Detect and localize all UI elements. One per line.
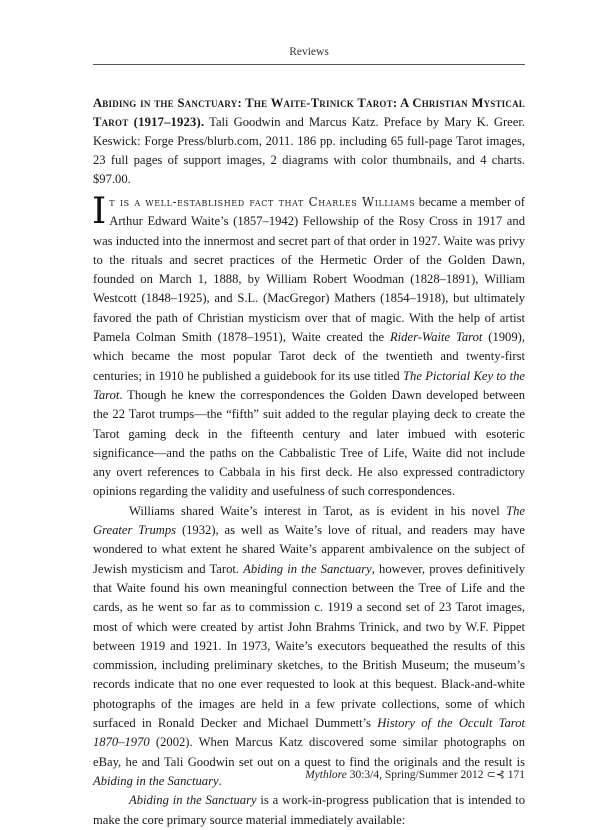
p2-italic-4: Abiding in the Sanctuary xyxy=(93,773,219,788)
p2-italic-3: History of the Occult Tarot 1870–1970 xyxy=(93,716,525,750)
p2-text-1: Williams shared Waite’s interest in Tarot, as is evident in his novel xyxy=(129,503,507,518)
running-head: Reviews xyxy=(289,46,329,58)
p2-text-5: . xyxy=(218,773,222,788)
p2-text-2: (1932), as well as Waite’s love of ritual, and readers may have wondered to what extent he shared Waite’s apparent ambivalence on the subject of Jewish mysticism and Tarot. xyxy=(93,523,525,576)
p3-italic-1: Abiding in the Sanctuary xyxy=(129,793,257,808)
paragraph-2 xyxy=(93,502,525,791)
ornament-icon: ⊂⊰ xyxy=(486,768,505,781)
drop-cap: I xyxy=(92,191,107,232)
paragraph-1 xyxy=(93,193,525,502)
p2-italic-1: The Greater Trumps xyxy=(93,503,525,538)
review-title: Abiding in the Sanctuary: The Waite-Trinick Tarot: A Christian Mystical Tarot (1917–1923). xyxy=(93,96,525,129)
p2-text-3: , however, proves definitively that Waite found his own meaningful connection between the Tree of Life and the cards, as he went so far as to commission c. 1919 a second set of 23 Tarot images, most of which were created by artist John Brahms Trinick, and two by W.F. Pippet between 1919 and 1921. In 1973, Waite’s executors bequeathed the results of this commission, including preliminary sketches, to the British Museum; the museum’s records indicate that no one ever requested to look at this bequest. Black-and-white photographs of the images are held in a few private collections, some of which surfaced in Ronald Decker and Michael Dummett’s xyxy=(93,561,525,731)
p1-text-2: (1909), which became the most popular Tarot deck of the twentieth and twenty-first centuries; in 1910 he published a guidebook for its use titled xyxy=(93,330,525,383)
page-footer xyxy=(305,768,525,781)
opening-words: t is a well-established fact that Charles Williams xyxy=(109,195,416,209)
issue-info: 30:3/4, Spring/Summer 2012 xyxy=(346,769,487,781)
p1-italic-2: The Pictorial Key to the Tarot xyxy=(93,368,525,402)
p1-text-3: . Though he knew the correspondences the Golden Dawn developed between the 22 Tarot trumps—the “fifth” suit added to the regular playing deck to create the Tarot gaming deck in the fifteenth century and later imbued with esoteric significance—and the paths on the Cabbalistic Tree of Life, Waite did not include any overt references to Cabbala in his first deck. He also expressed contradictory opinions regarding the validity and usefulness of such correspondences. xyxy=(93,387,525,499)
p1-italic-1: Rider-Waite Tarot xyxy=(389,330,483,345)
review-citation xyxy=(93,94,525,189)
p2-text-4: (2002). When Marcus Katz discovered some similar photographs on eBay, he and Tali Goodwin set out on a quest to find the originals and the result is xyxy=(93,735,525,769)
journal-name: Mythlore xyxy=(305,769,347,781)
p3-text-1: is a work-in-progress publication that is intended to make the core primary source material immediately available: xyxy=(93,793,525,827)
p2-italic-2: Abiding in the Sanctuary xyxy=(243,561,372,576)
header-rule xyxy=(93,64,525,65)
page-number: 171 xyxy=(504,769,525,781)
review-credits: Tali Goodwin and Marcus Katz. Preface by Mary K. Greer. Keswick: Forge Press/blurb.com, 2011. 186 pp. including 65 full-page Tarot images, 23 full pages of support images, 2 diagrams with color thumbnails, and 4 charts. $97.00. xyxy=(93,115,526,186)
paragraph-3 xyxy=(93,791,525,830)
review-body xyxy=(93,193,525,830)
p1-text-1: became a member of Arthur Edward Waite’s (1857–1942) Fellowship of the Rosy Cross in 1917 and was inducted into the innermost and secret part of that order in 1927. Waite was privy to the rituals and secret practices of the Hermetic Order of the Golden Dawn, founded on March 1, 1888, by William Robert Woodman (1828–1891), William Westcott (1848–1925), and S.L. (MacGregor) Mathers (1854–1918), but ultimately favored the path of Christian mysticism over that of magic. With the help of artist Pamela Colman Smith (1878–1951), Waite created the xyxy=(93,195,525,345)
